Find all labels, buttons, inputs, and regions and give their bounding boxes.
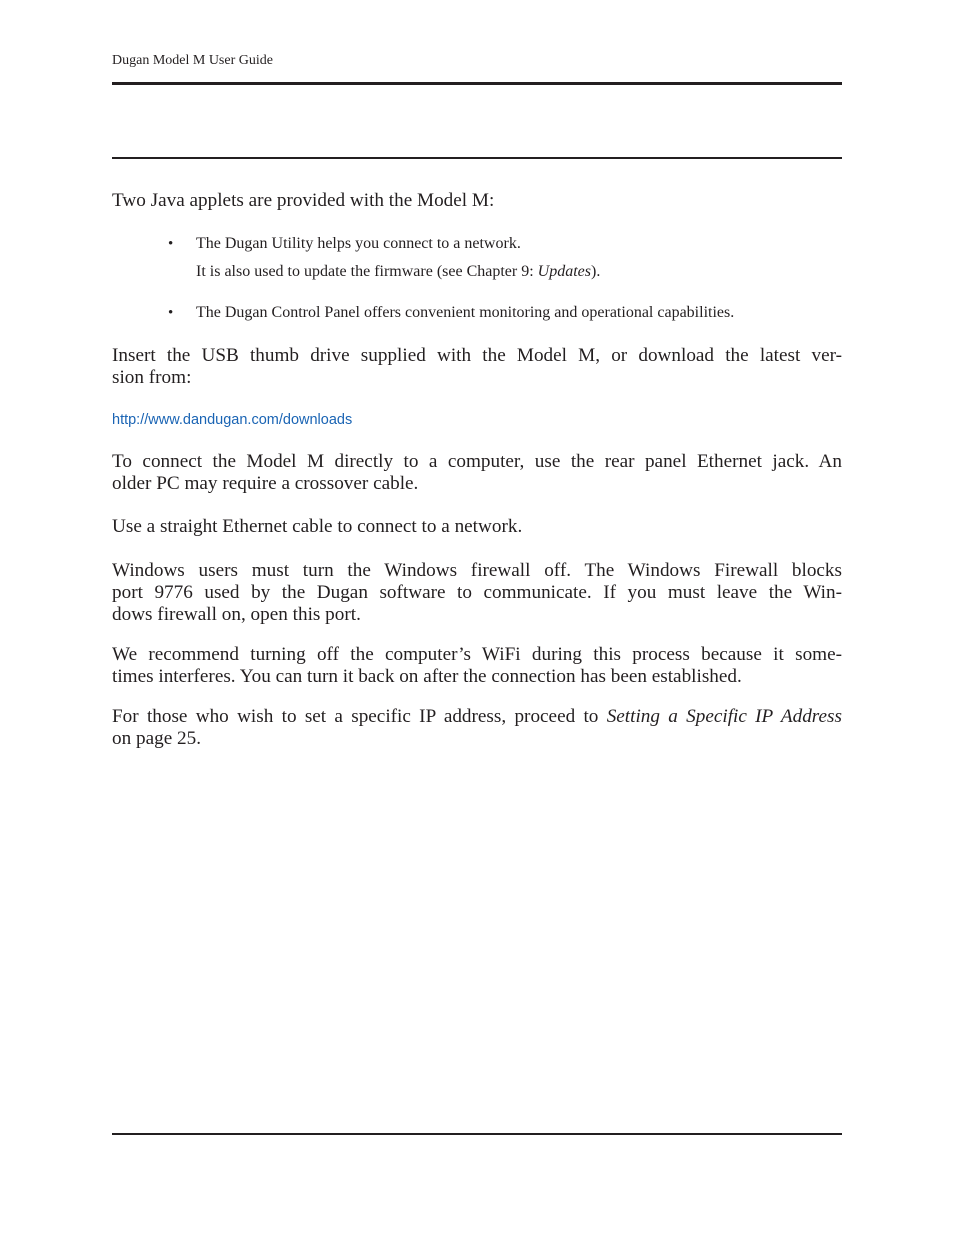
footer-rule [112, 1133, 842, 1135]
ip-line-1 [112, 706, 842, 728]
section-rule [112, 157, 842, 159]
firmware-text: It is also used to update the firmware (see Chapter 9: [196, 263, 538, 280]
insert-line-2: sion from: [112, 367, 192, 388]
wifi-paragraph [112, 644, 842, 688]
ip-address-reference[interactable]: Setting a Specific IP Address [606, 706, 842, 727]
bullet-item-control-panel: The Dugan Control Panel offers convenient monitoring and operational capabilities. [196, 304, 735, 321]
insert-line-1: Insert the USB thumb drive supplied with the Model M, or download the latest ver- [112, 345, 842, 366]
bullet-marker: • [168, 305, 174, 321]
ip-paragraph [112, 706, 842, 750]
bullet-item-utility: The Dugan Utility helps you connect to a network. [196, 235, 521, 252]
firmware-text-end: ). [591, 263, 601, 280]
connect-line-1: To connect the Model M directly to a computer, use the rear panel Ethernet jack. An [112, 451, 842, 472]
connect-line-2: older PC may require a crossover cable. [112, 473, 419, 494]
wifi-line-1: We recommend turning off the computer’s WiFi during this process because it some- [112, 644, 842, 665]
bullet-marker: • [168, 236, 174, 252]
network-paragraph: Use a straight Ethernet cable to connect to a network. [112, 516, 523, 537]
firewall-line-1: Windows users must turn the Windows firewall off. The Windows Firewall blocks [112, 560, 842, 581]
insert-paragraph [112, 345, 842, 389]
firewall-line-3: dows firewall on, open this port. [112, 604, 361, 625]
bullet-subline-firmware [196, 262, 600, 282]
ip-line-2: on page 25. [112, 728, 201, 749]
running-header: Dugan Model M User Guide [112, 53, 273, 68]
firewall-line-2: port 9776 used by the Dugan software to communicate. If you must leave the Win- [112, 582, 842, 603]
header-rule [112, 82, 842, 85]
wifi-line-2: times interferes. You can turn it back on after the connection has been established. [112, 666, 742, 687]
connect-paragraph [112, 451, 842, 495]
firewall-paragraph [112, 560, 842, 626]
downloads-link[interactable]: http://www.dandugan.com/downloads [112, 412, 353, 428]
intro-paragraph: Two Java applets are provided with the Model M: [112, 190, 495, 211]
ip-text: For those who wish to set a specific IP address, proceed to [112, 706, 607, 727]
updates-reference[interactable]: Updates [537, 263, 591, 280]
